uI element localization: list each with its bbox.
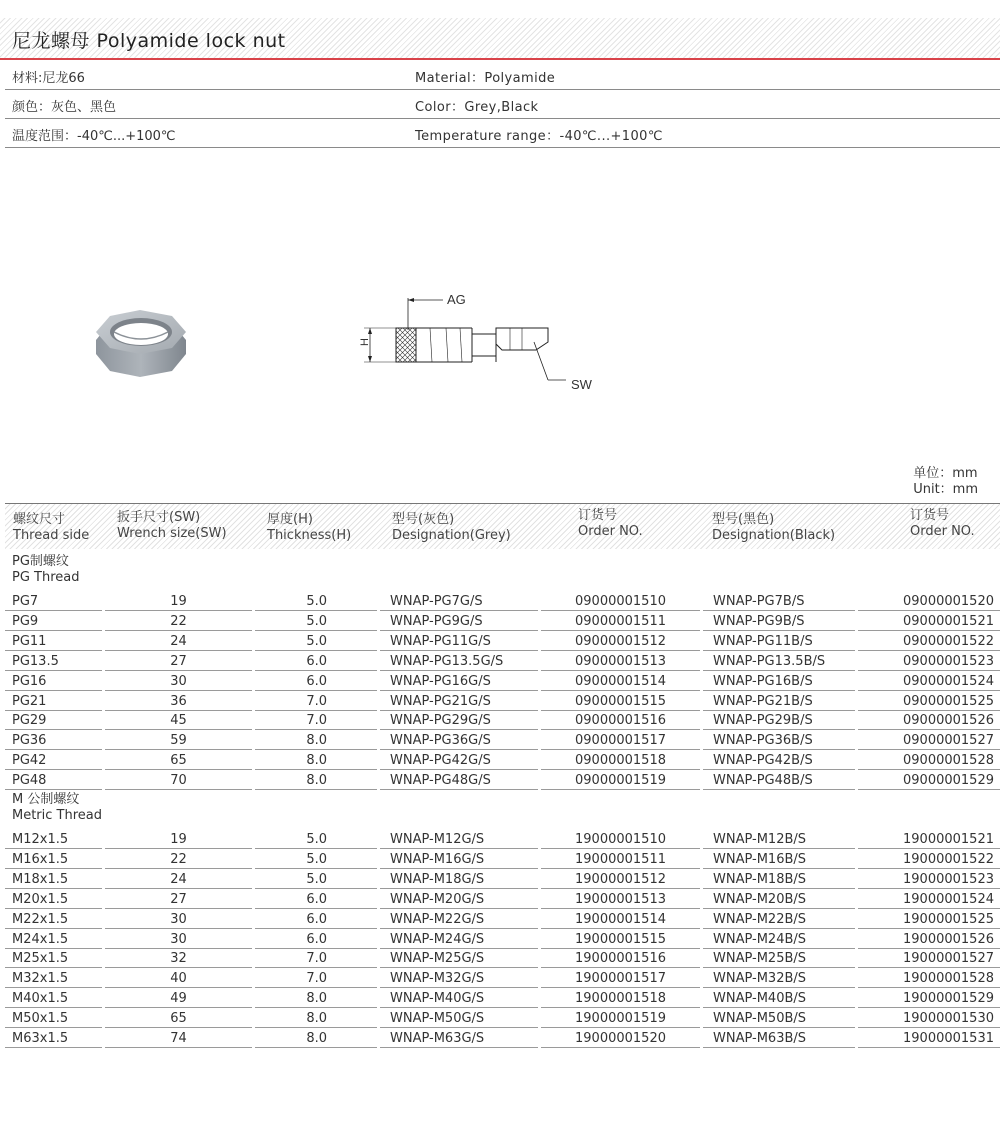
order-no-grey-cell: 09000001519: [541, 770, 700, 790]
order-no-black-cell: 09000001523: [858, 651, 1000, 671]
order-no-grey-cell: 19000001516: [541, 948, 700, 968]
order-no-black-cell: 19000001523: [858, 869, 1000, 889]
wrench-size-cell: 30: [105, 929, 252, 949]
designation-black-cell: WNAP-PG21B/S: [703, 691, 855, 711]
designation-black-cell: WNAP-M12B/S: [703, 829, 855, 849]
designation-black-cell: WNAP-M22B/S: [703, 909, 855, 929]
order-no-grey-cell: 19000001518: [541, 988, 700, 1008]
designation-grey-cell: WNAP-M25G/S: [380, 948, 538, 968]
order-no-black-cell: 19000001525: [858, 909, 1000, 929]
col-header-order-black-en: Order NO.: [910, 524, 975, 539]
thread-cell: PG7: [5, 591, 102, 611]
col-header-thickness-en: Thickness(H): [267, 528, 352, 543]
wrench-size-cell: 45: [105, 710, 252, 730]
designation-grey-cell: WNAP-M50G/S: [380, 1008, 538, 1028]
designation-grey-cell: WNAP-PG36G/S: [380, 730, 538, 750]
thread-cell: M18x1.5: [5, 869, 102, 889]
ag-label: AG: [447, 292, 466, 307]
order-no-grey-cell: 19000001510: [541, 829, 700, 849]
spec-color-zh: 颜色：灰色、黑色: [12, 100, 117, 115]
order-no-grey-cell: 19000001513: [541, 889, 700, 909]
wrench-size-cell: 30: [105, 671, 252, 691]
wrench-size-cell: 49: [105, 988, 252, 1008]
order-no-black-cell: 09000001524: [858, 671, 1000, 691]
order-no-black-cell: 19000001528: [858, 968, 1000, 988]
order-no-grey-cell: 19000001517: [541, 968, 700, 988]
order-no-grey-cell: 09000001517: [541, 730, 700, 750]
section-title-pg: [12, 554, 80, 586]
designation-grey-cell: WNAP-PG13.5G/S: [380, 651, 538, 671]
thread-cell: M32x1.5: [5, 968, 102, 988]
wrench-size-cell: 22: [105, 611, 252, 631]
designation-grey-cell: WNAP-PG9G/S: [380, 611, 538, 631]
order-no-black-cell: 09000001525: [858, 691, 1000, 711]
order-no-grey-cell: 09000001510: [541, 591, 700, 611]
col-header-order-black: [910, 508, 975, 540]
thickness-cell: 6.0: [255, 889, 377, 909]
designation-black-cell: WNAP-M18B/S: [703, 869, 855, 889]
col-header-thread-en: Thread side: [13, 528, 90, 543]
order-no-black-cell: 09000001520: [858, 591, 1000, 611]
designation-black-cell: WNAP-PG48B/S: [703, 770, 855, 790]
designation-black-cell: WNAP-M16B/S: [703, 849, 855, 869]
wrench-size-cell: 70: [105, 770, 252, 790]
designation-grey-cell: WNAP-PG16G/S: [380, 671, 538, 691]
order-no-grey-cell: 19000001511: [541, 849, 700, 869]
thickness-cell: 5.0: [255, 849, 377, 869]
table-row: [5, 849, 1000, 869]
col-header-thickness: [267, 512, 351, 544]
designation-grey-cell: WNAP-PG42G/S: [380, 750, 538, 770]
nut-section-drawing: [364, 298, 566, 380]
wrench-size-cell: 40: [105, 968, 252, 988]
designation-grey-cell: WNAP-M12G/S: [380, 829, 538, 849]
col-header-order-grey: [578, 508, 643, 540]
thickness-cell: 8.0: [255, 750, 377, 770]
wrench-size-cell: 32: [105, 948, 252, 968]
table-header: [5, 503, 1000, 549]
section-metric-zh: M 公制螺纹: [12, 792, 80, 807]
table-row: [5, 671, 1000, 691]
table-row: [5, 750, 1000, 770]
order-no-grey-cell: 09000001516: [541, 710, 700, 730]
order-no-black-cell: 09000001521: [858, 611, 1000, 631]
spec-row-temperature: [5, 119, 1000, 148]
thread-cell: M20x1.5: [5, 889, 102, 909]
order-no-grey-cell: 09000001513: [541, 651, 700, 671]
col-header-designation-grey: [392, 512, 511, 544]
unit-en: Unit：mm: [913, 482, 978, 497]
col-header-designation-black-en: Designation(Black): [712, 528, 836, 543]
table-row: [5, 770, 1000, 790]
col-header-designation-black-zh: 型号(黑色): [712, 512, 775, 527]
thread-cell: PG42: [5, 750, 102, 770]
col-header-order-black-zh: 订货号: [910, 508, 950, 523]
designation-black-cell: WNAP-M32B/S: [703, 968, 855, 988]
sw-label: SW: [571, 377, 592, 392]
thickness-cell: 5.0: [255, 591, 377, 611]
table-row: [5, 948, 1000, 968]
order-no-grey-cell: 09000001518: [541, 750, 700, 770]
col-header-wrench-en: Wrench size(SW): [117, 526, 227, 541]
designation-black-cell: WNAP-PG9B/S: [703, 611, 855, 631]
thread-cell: PG13.5: [5, 651, 102, 671]
unit-note: [913, 466, 978, 498]
section-metric-en: Metric Thread: [12, 808, 103, 823]
thread-cell: PG11: [5, 631, 102, 651]
designation-black-cell: WNAP-M40B/S: [703, 988, 855, 1008]
wrench-size-cell: 74: [105, 1028, 252, 1048]
col-header-designation-grey-zh: 型号(灰色): [392, 512, 455, 527]
col-header-thread: [13, 512, 89, 544]
designation-grey-cell: WNAP-M22G/S: [380, 909, 538, 929]
designation-grey-cell: WNAP-PG11G/S: [380, 631, 538, 651]
table-row: [5, 631, 1000, 651]
thread-cell: M25x1.5: [5, 948, 102, 968]
order-no-grey-cell: 19000001515: [541, 929, 700, 949]
designation-grey-cell: WNAP-M18G/S: [380, 869, 538, 889]
thickness-cell: 8.0: [255, 988, 377, 1008]
wrench-size-cell: 22: [105, 849, 252, 869]
table-row: [5, 1008, 1000, 1028]
col-header-thickness-zh: 厚度(H): [267, 512, 313, 527]
wrench-size-cell: 24: [105, 869, 252, 889]
designation-grey-cell: WNAP-M16G/S: [380, 849, 538, 869]
order-no-black-cell: 19000001526: [858, 929, 1000, 949]
table-row: [5, 611, 1000, 631]
wrench-size-cell: 27: [105, 651, 252, 671]
wrench-size-cell: 19: [105, 829, 252, 849]
col-header-thread-zh: 螺纹尺寸: [13, 512, 66, 527]
col-header-designation-black: [712, 512, 835, 544]
thickness-cell: 7.0: [255, 710, 377, 730]
wrench-size-cell: 30: [105, 909, 252, 929]
thread-cell: M40x1.5: [5, 988, 102, 1008]
order-no-grey-cell: 19000001514: [541, 909, 700, 929]
designation-grey-cell: WNAP-M24G/S: [380, 929, 538, 949]
thread-cell: PG48: [5, 770, 102, 790]
col-header-order-grey-zh: 订货号: [578, 508, 618, 523]
thickness-cell: 6.0: [255, 909, 377, 929]
designation-grey-cell: WNAP-PG48G/S: [380, 770, 538, 790]
unit-zh: 单位：mm: [913, 466, 978, 481]
designation-black-cell: WNAP-PG13.5B/S: [703, 651, 855, 671]
designation-grey-cell: WNAP-M40G/S: [380, 988, 538, 1008]
designation-grey-cell: WNAP-PG29G/S: [380, 710, 538, 730]
wrench-size-cell: 65: [105, 750, 252, 770]
col-header-order-grey-en: Order NO.: [578, 524, 643, 539]
thickness-cell: 6.0: [255, 929, 377, 949]
table-row: [5, 1028, 1000, 1048]
thickness-cell: 8.0: [255, 730, 377, 750]
designation-black-cell: WNAP-PG29B/S: [703, 710, 855, 730]
designation-black-cell: WNAP-PG36B/S: [703, 730, 855, 750]
wrench-size-cell: 27: [105, 889, 252, 909]
order-no-black-cell: 19000001522: [858, 849, 1000, 869]
order-no-grey-cell: 19000001520: [541, 1028, 700, 1048]
table-row: [5, 591, 1000, 611]
designation-black-cell: WNAP-PG7B/S: [703, 591, 855, 611]
thread-cell: M22x1.5: [5, 909, 102, 929]
col-header-wrench: [117, 510, 227, 542]
col-header-wrench-zh: 扳手尺寸(SW): [117, 510, 201, 525]
order-no-black-cell: 09000001527: [858, 730, 1000, 750]
order-no-black-cell: 19000001531: [858, 1028, 1000, 1048]
designation-black-cell: WNAP-M25B/S: [703, 948, 855, 968]
section-title-metric: [12, 792, 102, 824]
order-no-black-cell: 09000001526: [858, 710, 1000, 730]
designation-black-cell: WNAP-M24B/S: [703, 929, 855, 949]
designation-black-cell: WNAP-PG42B/S: [703, 750, 855, 770]
order-no-black-cell: 09000001528: [858, 750, 1000, 770]
table-row: [5, 829, 1000, 849]
order-no-black-cell: 09000001522: [858, 631, 1000, 651]
spec-temperature-zh: 温度范围：-40℃...+100℃: [12, 129, 176, 144]
thread-cell: PG16: [5, 671, 102, 691]
col-header-designation-grey-en: Designation(Grey): [392, 528, 511, 543]
wrench-size-cell: 59: [105, 730, 252, 750]
thread-cell: PG21: [5, 691, 102, 711]
designation-black-cell: WNAP-PG11B/S: [703, 631, 855, 651]
thread-cell: M12x1.5: [5, 829, 102, 849]
designation-grey-cell: WNAP-PG7G/S: [380, 591, 538, 611]
thickness-cell: 5.0: [255, 869, 377, 889]
spec-row-material: [5, 61, 1000, 90]
thickness-cell: 8.0: [255, 1028, 377, 1048]
thread-cell: PG9: [5, 611, 102, 631]
wrench-size-cell: 65: [105, 1008, 252, 1028]
spec-material-en: Material：Polyamide: [415, 71, 556, 86]
nut-photo: [96, 310, 186, 377]
wrench-size-cell: 36: [105, 691, 252, 711]
designation-grey-cell: WNAP-M20G/S: [380, 889, 538, 909]
section-pg-zh: PG制螺纹: [12, 554, 69, 569]
thread-cell: M16x1.5: [5, 849, 102, 869]
order-no-grey-cell: 09000001515: [541, 691, 700, 711]
table-row: [5, 651, 1000, 671]
order-no-black-cell: 19000001530: [858, 1008, 1000, 1028]
designation-grey-cell: WNAP-M63G/S: [380, 1028, 538, 1048]
thickness-cell: 5.0: [255, 611, 377, 631]
thickness-cell: 6.0: [255, 671, 377, 691]
table-row: [5, 710, 1000, 730]
wrench-size-cell: 19: [105, 591, 252, 611]
h-label: H: [359, 338, 371, 346]
table-row: [5, 929, 1000, 949]
thickness-cell: 6.0: [255, 651, 377, 671]
thickness-cell: 7.0: [255, 948, 377, 968]
spec-row-color: [5, 90, 1000, 119]
table-row: [5, 691, 1000, 711]
table-row: [5, 988, 1000, 1008]
table-row: [5, 909, 1000, 929]
designation-grey-cell: WNAP-M32G/S: [380, 968, 538, 988]
thickness-cell: 7.0: [255, 968, 377, 988]
table-row: [5, 730, 1000, 750]
thread-cell: M63x1.5: [5, 1028, 102, 1048]
order-no-grey-cell: 09000001512: [541, 631, 700, 651]
table-row: [5, 889, 1000, 909]
order-no-black-cell: 19000001521: [858, 829, 1000, 849]
designation-black-cell: WNAP-PG16B/S: [703, 671, 855, 691]
order-no-black-cell: 09000001529: [858, 770, 1000, 790]
title-bar: [0, 18, 1000, 60]
order-no-black-cell: 19000001524: [858, 889, 1000, 909]
thickness-cell: 7.0: [255, 691, 377, 711]
order-no-grey-cell: 09000001511: [541, 611, 700, 631]
order-no-grey-cell: 19000001512: [541, 869, 700, 889]
wrench-size-cell: 24: [105, 631, 252, 651]
thickness-cell: 8.0: [255, 1008, 377, 1028]
spec-temperature-en: Temperature range：-40℃...+100℃: [415, 129, 663, 144]
thread-cell: PG29: [5, 710, 102, 730]
designation-black-cell: WNAP-M63B/S: [703, 1028, 855, 1048]
thickness-cell: 5.0: [255, 829, 377, 849]
product-figures: [0, 270, 1000, 420]
page-title: 尼龙螺母 Polyamide lock nut: [12, 30, 286, 52]
spec-material-zh: 材料:尼龙66: [12, 71, 85, 86]
designation-grey-cell: WNAP-PG21G/S: [380, 691, 538, 711]
designation-black-cell: WNAP-M20B/S: [703, 889, 855, 909]
order-no-grey-cell: 19000001519: [541, 1008, 700, 1028]
table-row: [5, 968, 1000, 988]
order-no-black-cell: 19000001527: [858, 948, 1000, 968]
thread-cell: PG36: [5, 730, 102, 750]
table-row: [5, 869, 1000, 889]
spec-color-en: Color：Grey,Black: [415, 100, 539, 115]
section-pg-en: PG Thread: [12, 570, 80, 585]
order-no-black-cell: 19000001529: [858, 988, 1000, 1008]
thread-cell: M50x1.5: [5, 1008, 102, 1028]
designation-black-cell: WNAP-M50B/S: [703, 1008, 855, 1028]
product-figure-area: [0, 270, 1000, 420]
thickness-cell: 8.0: [255, 770, 377, 790]
thickness-cell: 5.0: [255, 631, 377, 651]
order-no-grey-cell: 09000001514: [541, 671, 700, 691]
thread-cell: M24x1.5: [5, 929, 102, 949]
